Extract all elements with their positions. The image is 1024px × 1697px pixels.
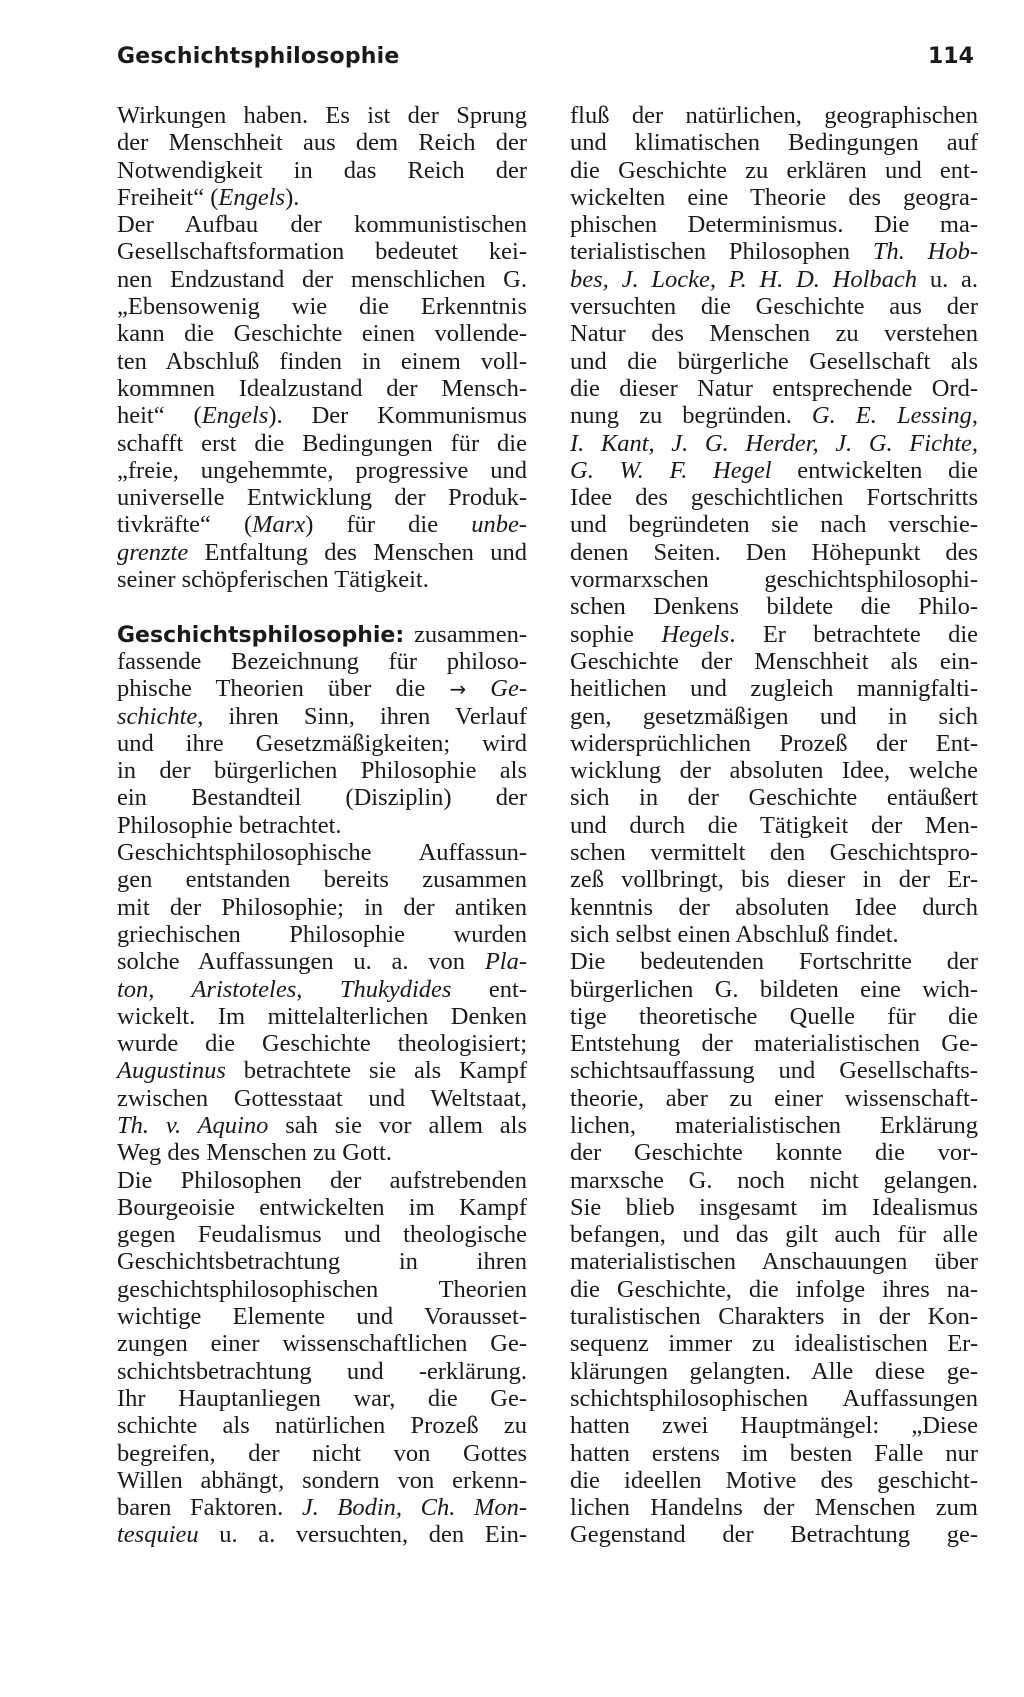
text-line: seiner schöpferischen Tätigkeit. bbox=[117, 566, 429, 594]
text-line: Bourgeoisie entwickelten im Kampf bbox=[117, 1193, 527, 1221]
text-line: I. Kant, J. G. Herder, J. G. Fichte, bbox=[570, 429, 978, 457]
text-line: tige theoretische Quelle für die bbox=[570, 1002, 978, 1030]
text-line: begreifen, der nicht von Gottes bbox=[117, 1439, 527, 1467]
text-line: Die bedeutenden Fortschritte der bbox=[570, 948, 978, 976]
text-line: die Geschichte, die infolge ihres na- bbox=[570, 1275, 978, 1303]
text-line: Wirkungen haben. Es ist der Sprung bbox=[117, 102, 527, 129]
text-line: und begründeten sie nach verschie- bbox=[570, 511, 978, 539]
left-column bbox=[117, 102, 527, 1549]
page-number: 114 bbox=[928, 44, 974, 69]
text-line: Willen abhängt, sondern von erkenn- bbox=[117, 1466, 527, 1494]
text-line: mit der Philosophie; in der antiken bbox=[117, 893, 527, 921]
text-line: lichen Handelns der Menschen zum bbox=[570, 1494, 978, 1522]
text-line: die ideellen Motive des geschicht- bbox=[570, 1466, 978, 1494]
text-line: Geschichte der Menschheit als ein- bbox=[570, 647, 978, 675]
text-line: und die bürgerliche Gesellschaft als bbox=[570, 347, 978, 375]
text-line: zwischen Gottesstaat und Weltstaat, bbox=[117, 1084, 527, 1112]
text-line: schichtsbetrachtung und -erklärung. bbox=[117, 1357, 527, 1385]
text-line: wicklung der absoluten Idee, welche bbox=[570, 757, 978, 785]
running-header-title: Geschichtsphilosophie bbox=[117, 44, 400, 69]
text-line: widersprüchlichen Prozeß der Ent- bbox=[570, 729, 978, 757]
text-line: bes, J. Locke, P. H. D. Holbach u. a. bbox=[570, 265, 979, 293]
entry-first-line: Geschichtsphilosophie: zusammen- bbox=[117, 620, 527, 648]
text-line: ein Bestandteil (Disziplin) der bbox=[117, 784, 527, 812]
text-line: kann die Geschichte einen vollende- bbox=[117, 320, 527, 348]
text-line: lichen, materialistischen Erklärung bbox=[570, 1111, 978, 1139]
entry-headword: Geschichtsphilosophie: bbox=[117, 622, 405, 648]
text-line: sich selbst einen Abschluß findet. bbox=[570, 920, 899, 948]
text-line: Notwendigkeit in das Reich der bbox=[117, 156, 527, 184]
text-line: Gesellschaftsformation bedeutet kei- bbox=[117, 238, 527, 266]
text-line: und klimatischen Bedingungen auf bbox=[570, 129, 978, 157]
text-line: kenntnis der absoluten Idee durch bbox=[570, 893, 978, 921]
text-line: phischen Determinismus. Die ma- bbox=[570, 211, 978, 239]
text-line: hatten erstens im besten Falle nur bbox=[570, 1439, 978, 1467]
text-line: bürgerlichen G. bildeten eine wich- bbox=[570, 975, 978, 1003]
text-line: geschichtsphilosophischen Theorien bbox=[117, 1275, 527, 1303]
text-line: die dieser Natur entsprechende Ord- bbox=[570, 374, 978, 402]
text-line: der Menschheit aus dem Reich der bbox=[117, 129, 527, 157]
text-line: sophie Hegels. Er betrachtete die bbox=[570, 620, 978, 648]
text-line: und durch die Tätigkeit der Men- bbox=[570, 811, 978, 839]
author-name: Engels bbox=[218, 183, 286, 211]
text-line: klärungen gelangten. Alle diese ge- bbox=[570, 1357, 978, 1385]
text-line: Ihr Hauptanliegen war, die Ge- bbox=[117, 1384, 527, 1412]
text-line: befangen, und das gilt auch für alle bbox=[570, 1221, 978, 1249]
text-line: G. W. F. Hegel entwickelten die bbox=[570, 456, 978, 484]
text-line: zeß vollbringt, bis dieser in der Er- bbox=[570, 866, 978, 894]
text-line: Der Aufbau der kommunistischen bbox=[117, 211, 527, 239]
text-line: tesquieu u. a. versuchten, den Ein- bbox=[117, 1521, 527, 1549]
text-line: versuchten die Geschichte aus der bbox=[570, 293, 978, 321]
text-line: denen Seiten. Den Höhepunkt des bbox=[570, 538, 978, 566]
text-line: „freie, ungehemmte, progressive und bbox=[117, 456, 527, 484]
text-line: wickelt. Im mittelalterlichen Denken bbox=[117, 1002, 527, 1030]
text-line: Augustinus betrachtete sie als Kampf bbox=[117, 1057, 527, 1085]
text-line: schichte als natürlichen Prozeß zu bbox=[117, 1412, 527, 1440]
text-line: nung zu begründen. G. E. Lessing, bbox=[570, 402, 978, 430]
text-line: die Geschichte zu erklären und ent- bbox=[570, 156, 978, 184]
text-line: Weg des Menschen zu Gott. bbox=[117, 1139, 392, 1167]
text-line: fassende Bezeichnung für philoso- bbox=[117, 647, 527, 675]
text-line: grenzte Entfaltung des Menschen und bbox=[117, 538, 527, 566]
text-line: wichtige Elemente und Vorausset- bbox=[117, 1303, 527, 1331]
text-line: heitlichen und zugleich mannigfalti- bbox=[570, 675, 978, 703]
text-line: schen vermittelt den Geschichtspro- bbox=[570, 839, 978, 867]
text-line: Idee des geschichtlichen Fortschritts bbox=[570, 484, 978, 512]
text-line: gegen Feudalismus und theologische bbox=[117, 1221, 527, 1249]
text-line: ten Abschluß finden in einem voll- bbox=[117, 347, 527, 375]
text-line: heit“ (Engels). Der Kommunismus bbox=[117, 402, 527, 430]
text-line: Natur des Menschen zu verstehen bbox=[570, 320, 978, 348]
text-line: phische Theorien über die → Ge- bbox=[117, 675, 528, 703]
text-line: „Ebensowenig wie die Erkenntnis bbox=[117, 293, 527, 321]
text-line: Gegenstand der Betrachtung ge- bbox=[570, 1521, 978, 1549]
text-line: Th. v. Aquino sah sie vor allem als bbox=[117, 1111, 528, 1139]
text-line: wurde die Geschichte theologisiert; bbox=[117, 1030, 527, 1058]
text-line: tivkräfte“ (Marx) für die unbe- bbox=[117, 511, 527, 539]
text-line: gen, gesetzmäßigen und in sich bbox=[570, 702, 978, 730]
text-line: schichte, ihren Sinn, ihren Verlauf bbox=[117, 702, 527, 730]
text-line: schichtsphilosophischen Auffassungen bbox=[570, 1384, 978, 1412]
text-line: nen Endzustand der menschlichen G. bbox=[117, 265, 527, 293]
text-line: schen Denkens bildete die Philo- bbox=[570, 593, 978, 621]
text-line: wickelten eine Theorie des geogra- bbox=[570, 183, 978, 211]
text-line: turalistischen Charakters in der Kon- bbox=[570, 1303, 978, 1331]
text-line: gen entstanden bereits zusammen bbox=[117, 866, 527, 894]
author-name: Engels bbox=[201, 402, 269, 430]
text-line: terialistischen Philosophen Th. Hob- bbox=[570, 238, 979, 266]
text-line: Die Philosophen der aufstrebenden bbox=[117, 1166, 527, 1194]
text-line: der Geschichte konnte die vor- bbox=[570, 1139, 978, 1167]
right-column bbox=[570, 102, 978, 1549]
text-line: vormarxschen geschichtsphilosophi- bbox=[570, 566, 978, 594]
text-line: materialistischen Anschauungen über bbox=[570, 1248, 978, 1276]
text-line: hatten zwei Hauptmängel: „Diese bbox=[570, 1412, 978, 1440]
text-line: Freiheit“ (Engels). bbox=[117, 183, 300, 211]
text-line: ton, Aristoteles, Thukydides ent- bbox=[117, 975, 527, 1003]
text-line: Geschichtsphilosophische Auffassun- bbox=[117, 839, 527, 867]
text-line: baren Faktoren. J. Bodin, Ch. Mon- bbox=[117, 1494, 528, 1522]
text-line: sich in der Geschichte entäußert bbox=[570, 784, 978, 812]
text-line: theorie, aber zu einer wissenschaft- bbox=[570, 1084, 978, 1112]
text-line: Entstehung der materialistischen Ge- bbox=[570, 1030, 978, 1058]
cross-reference-arrow-icon: → bbox=[449, 677, 467, 702]
text-line: solche Auffassungen u. a. von Pla- bbox=[117, 948, 527, 976]
text-line: zungen einer wissenschaftlichen Ge- bbox=[117, 1330, 527, 1358]
text-line: Philosophie betrachtet. bbox=[117, 811, 342, 839]
text-line: universelle Entwicklung der Produk- bbox=[117, 484, 527, 512]
text-line: Geschichtsbetrachtung in ihren bbox=[117, 1248, 527, 1276]
text-line: schichtsauffassung und Gesellschafts- bbox=[570, 1057, 978, 1085]
text-line: in der bürgerlichen Philosophie als bbox=[117, 757, 527, 785]
text-line: griechischen Philosophie wurden bbox=[117, 920, 527, 948]
text-line: schafft erst die Bedingungen für die bbox=[117, 429, 527, 457]
text-line: marxsche G. noch nicht gelangen. bbox=[570, 1166, 978, 1194]
author-name: Marx bbox=[252, 511, 306, 539]
text-line: sequenz immer zu idealistischen Er- bbox=[570, 1330, 978, 1358]
text-line: kommnen Idealzustand der Mensch- bbox=[117, 374, 527, 402]
text-line: Sie blieb insgesamt im Idealismus bbox=[570, 1193, 978, 1221]
text-line: und ihre Gesetzmäßigkeiten; wird bbox=[117, 729, 527, 757]
text-line: fluß der natürlichen, geographischen bbox=[570, 102, 978, 129]
